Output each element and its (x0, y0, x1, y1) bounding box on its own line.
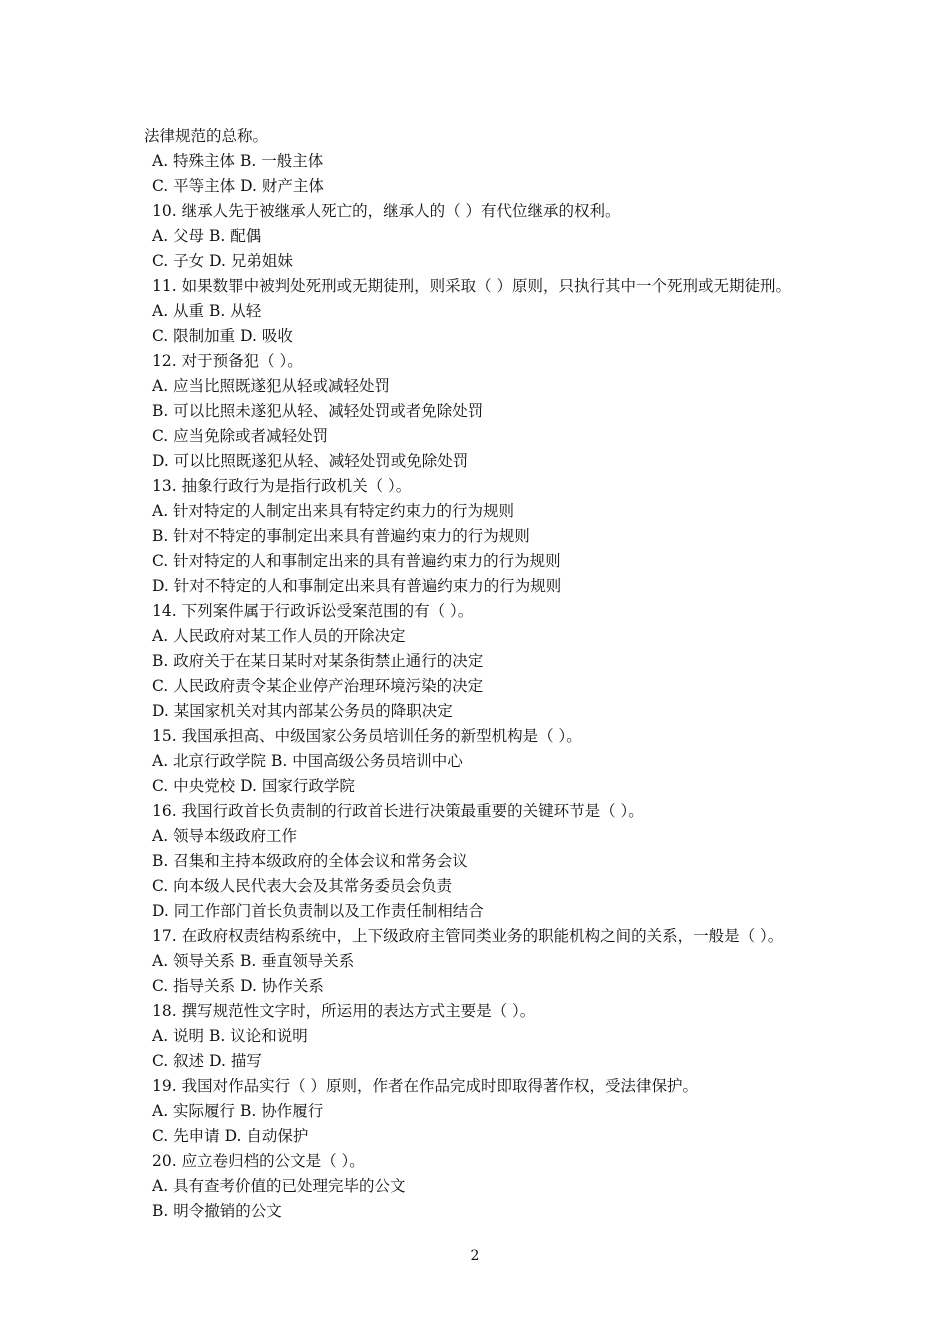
text-line: A. 父母 B. 配偶 (152, 227, 262, 245)
page-number: 2 (470, 1248, 480, 1264)
text-line: A. 人民政府对某工作人员的开除决定 (152, 627, 406, 645)
text-line: A. 从重 B. 从轻 (152, 302, 262, 320)
text-line: 15. 我国承担高、中级国家公务员培训任务的新型机构是（ ）。 (152, 727, 582, 745)
text-line: 12. 对于预备犯（ ）。 (152, 352, 303, 370)
text-line: B. 召集和主持本级政府的全体会议和常务会议 (152, 852, 468, 870)
text-line: B. 针对不特定的事制定出来具有普遍约束力的行为规则 (152, 527, 530, 545)
text-line: D. 某国家机关对其内部某公务员的降职决定 (152, 702, 453, 720)
text-line: 17. 在政府权责结构系统中，上下级政府主管同类业务的职能机构之间的关系，一般是（ ）。 (152, 927, 784, 945)
text-line: C. 叙述 D. 描写 (152, 1052, 262, 1070)
text-line: 13. 抽象行政行为是指行政机关（ ）。 (152, 477, 412, 495)
text-line: 14. 下列案件属于行政诉讼受案范围的有（ ）。 (152, 602, 474, 620)
text-line: C. 人民政府责令某企业停产治理环境污染的决定 (152, 677, 484, 695)
document-body (144, 124, 844, 1224)
text-line: C. 限制加重 D. 吸收 (152, 327, 293, 345)
text-line: 19. 我国对作品实行（ ）原则，作者在作品完成时即取得著作权，受法律保护。 (152, 1077, 699, 1095)
text-line: A. 具有查考价值的已处理完毕的公文 (152, 1177, 406, 1195)
text-line: D. 同工作部门首长负责制以及工作责任制相结合 (152, 902, 484, 920)
text-line: B. 政府关于在某日某时对某条街禁止通行的决定 (152, 652, 484, 670)
text-line: 20. 应立卷归档的公文是（ ）。 (152, 1152, 365, 1170)
text-line: C. 平等主体 D. 财产主体 (152, 177, 324, 195)
text-line: C. 针对特定的人和事制定出来的具有普遍约束力的行为规则 (152, 552, 561, 570)
text-line: D. 针对不特定的人和事制定出来具有普遍约束力的行为规则 (152, 577, 562, 595)
text-line: 18. 撰写规范性文字时，所运用的表达方式主要是（ ）。 (152, 1002, 536, 1020)
text-line: C. 子女 D. 兄弟姐妹 (152, 252, 293, 270)
text-line: A. 应当比照既遂犯从轻或减轻处罚 (152, 377, 391, 395)
text-line: C. 向本级人民代表大会及其常务委员会负责 (152, 877, 453, 895)
text-line: C. 指导关系 D. 协作关系 (152, 977, 324, 995)
text-line: C. 中央党校 D. 国家行政学院 (152, 777, 355, 795)
text-line: A. 说明 B. 议论和说明 (152, 1027, 308, 1045)
text-line: A. 北京行政学院 B. 中国高级公务员培训中心 (152, 752, 463, 770)
text-line: A. 特殊主体 B. 一般主体 (152, 152, 324, 170)
text-line: C. 先申请 D. 自动保护 (152, 1127, 309, 1145)
text-line: A. 领导本级政府工作 (152, 827, 298, 845)
text-line: C. 应当免除或者减轻处罚 (152, 427, 329, 445)
text-line: 11. 如果数罪中被判处死刑或无期徒刑，则采取（ ）原则，只执行其中一个死刑或无期徒刑。 (152, 277, 792, 295)
text-line: B. 可以比照未遂犯从轻、减轻处罚或者免除处罚 (152, 402, 484, 420)
text-line: 16. 我国行政首长负责制的行政首长进行决策最重要的关键环节是（ ）。 (152, 802, 644, 820)
text-line: B. 明令撤销的公文 (152, 1202, 282, 1220)
text-line: A. 领导关系 B. 垂直领导关系 (152, 952, 355, 970)
text-line: 法律规范的总称。 (144, 127, 269, 145)
text-line: D. 可以比照既遂犯从轻、减轻处罚或免除处罚 (152, 452, 469, 470)
text-line: A. 实际履行 B. 协作履行 (152, 1102, 324, 1120)
text-line: A. 针对特定的人制定出来具有特定约束力的行为规则 (152, 502, 515, 520)
text-line: 10. 继承人先于被继承人死亡的，继承人的（ ）有代位继承的权利。 (152, 202, 621, 220)
